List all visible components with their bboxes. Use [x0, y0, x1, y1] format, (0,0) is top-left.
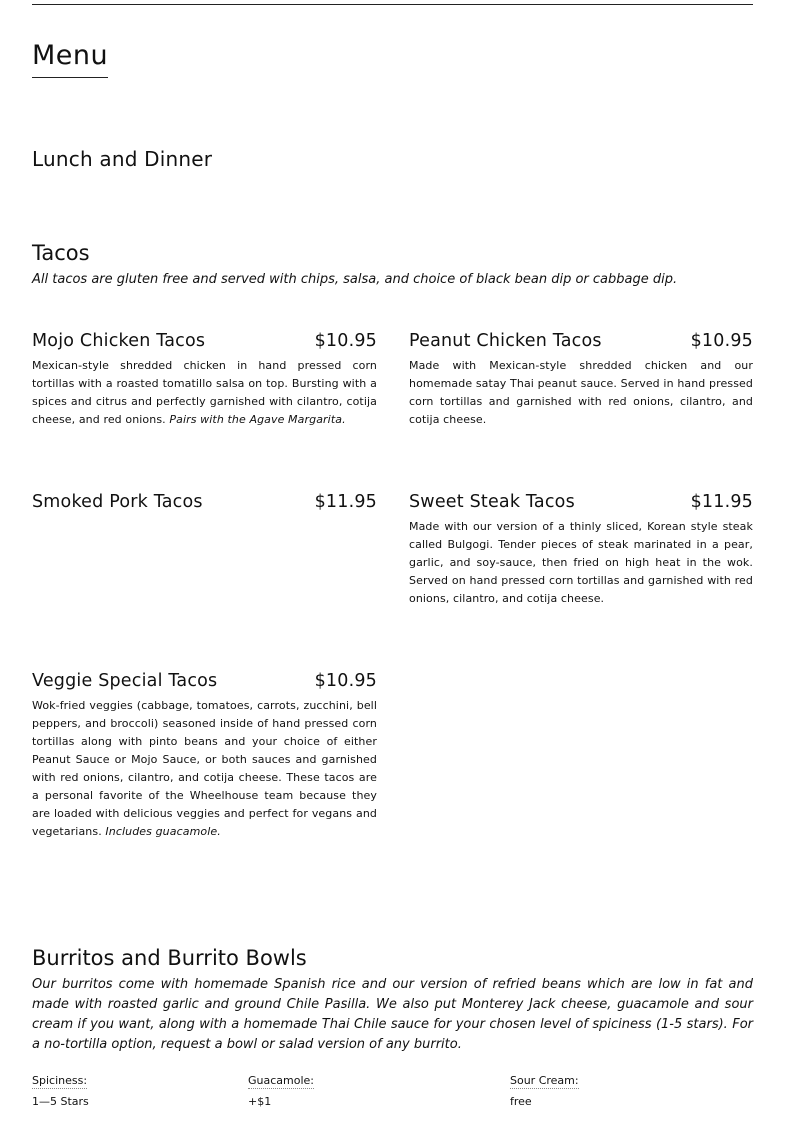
menu-item-sweet-steak-tacos: [409, 492, 753, 608]
option-label: Spiciness:: [32, 1074, 88, 1087]
item-description-text: Mexican-style shredded chicken in hand pressed corn tortillas with a roasted tomatillo salsa on top. Bursting with a spices and citrus and perfectly garnished with cilantro, cotija cheese, and red onions.: [32, 359, 377, 426]
option-value: +$1: [248, 1095, 272, 1108]
menu-item-smoked-pork-tacos: [32, 492, 377, 518]
item-name: Sweet Steak Tacos: [409, 492, 575, 512]
item-header: [32, 492, 377, 518]
top-divider: [32, 4, 753, 5]
item-header: [409, 331, 753, 357]
option-sour-cream: [510, 1073, 579, 1109]
menu-item-veggie-special-tacos: [32, 671, 377, 841]
page-title: Menu: [32, 40, 108, 78]
option-value: free: [510, 1095, 532, 1108]
option-guacamole: [248, 1073, 314, 1109]
item-description: [409, 357, 753, 429]
item-description-text: Made with Mexican-style shredded chicken and our homemade satay Thai peanut sauce. Served in hand pressed corn tortillas and garnished with red onions, cilantro, and cotija cheese.: [409, 359, 753, 426]
item-note: Includes guacamole.: [105, 825, 221, 838]
burritos-intro: Our burritos come with homemade Spanish rice and our version of refried beans which are low in fat and made with roasted garlic and ground Chile Pasilla. We also put Monterey Jack cheese, guacamole and sour cream if you want, along with a homemade Thai Chile sauce for your chosen level of spiciness (1-5 stars). For a no-tortilla option, request a bowl or salad version of any burrito.: [32, 977, 753, 1052]
burritos-heading: Burritos and Burrito Bowls: [32, 946, 307, 970]
item-price: $10.95: [314, 331, 377, 351]
item-name: Peanut Chicken Tacos: [409, 331, 602, 351]
tacos-intro: All tacos are gluten free and served with chips, salsa, and choice of black bean dip or cabbage dip.: [32, 272, 678, 287]
item-header: [32, 671, 377, 697]
item-note: Pairs with the Agave Margarita.: [169, 413, 346, 426]
item-price: $10.95: [690, 331, 753, 351]
item-price: $10.95: [314, 671, 377, 691]
option-value: 1—5 Stars: [32, 1095, 89, 1108]
item-description-text: Wok-fried veggies (cabbage, tomatoes, carrots, zucchini, bell peppers, and broccoli) seasoned inside of hand pressed corn tortillas along with pinto beans and your choice of either Peanut Sauce or Mojo Sauce, or both sauces and garnished with red onions, cilantro, and cotija cheese. These tacos are a personal favorite of the Wheelhouse team because they are loaded with delicious veggies and perfect for vegans and vegetarians.: [32, 699, 377, 838]
item-description: [32, 357, 377, 429]
menu-item-mojo-chicken-tacos: [32, 331, 377, 429]
section-title: Lunch and Dinner: [32, 147, 213, 171]
item-header: [32, 331, 377, 357]
item-price: $11.95: [314, 492, 377, 512]
item-description: [409, 518, 753, 608]
item-price: $11.95: [690, 492, 753, 512]
item-description-text: Made with our version of a thinly sliced, Korean style steak called Bulgogi. Tender pieces of steak marinated in a pear, garlic, and soy-sauce, then fried on high heat in the wok. Served on hand pressed corn tortillas and garnished with red onions, cilantro, and cotija cheese.: [409, 520, 753, 605]
option-label: Guacamole:: [248, 1074, 314, 1087]
option-spiciness: [32, 1073, 89, 1109]
menu-item-peanut-chicken-tacos: [409, 331, 753, 429]
option-label: Sour Cream:: [510, 1074, 579, 1087]
item-description: [32, 697, 377, 841]
tacos-heading: Tacos: [32, 241, 90, 265]
item-name: Mojo Chicken Tacos: [32, 331, 206, 351]
item-name: Smoked Pork Tacos: [32, 492, 203, 512]
item-name: Veggie Special Tacos: [32, 671, 218, 691]
item-header: [409, 492, 753, 518]
